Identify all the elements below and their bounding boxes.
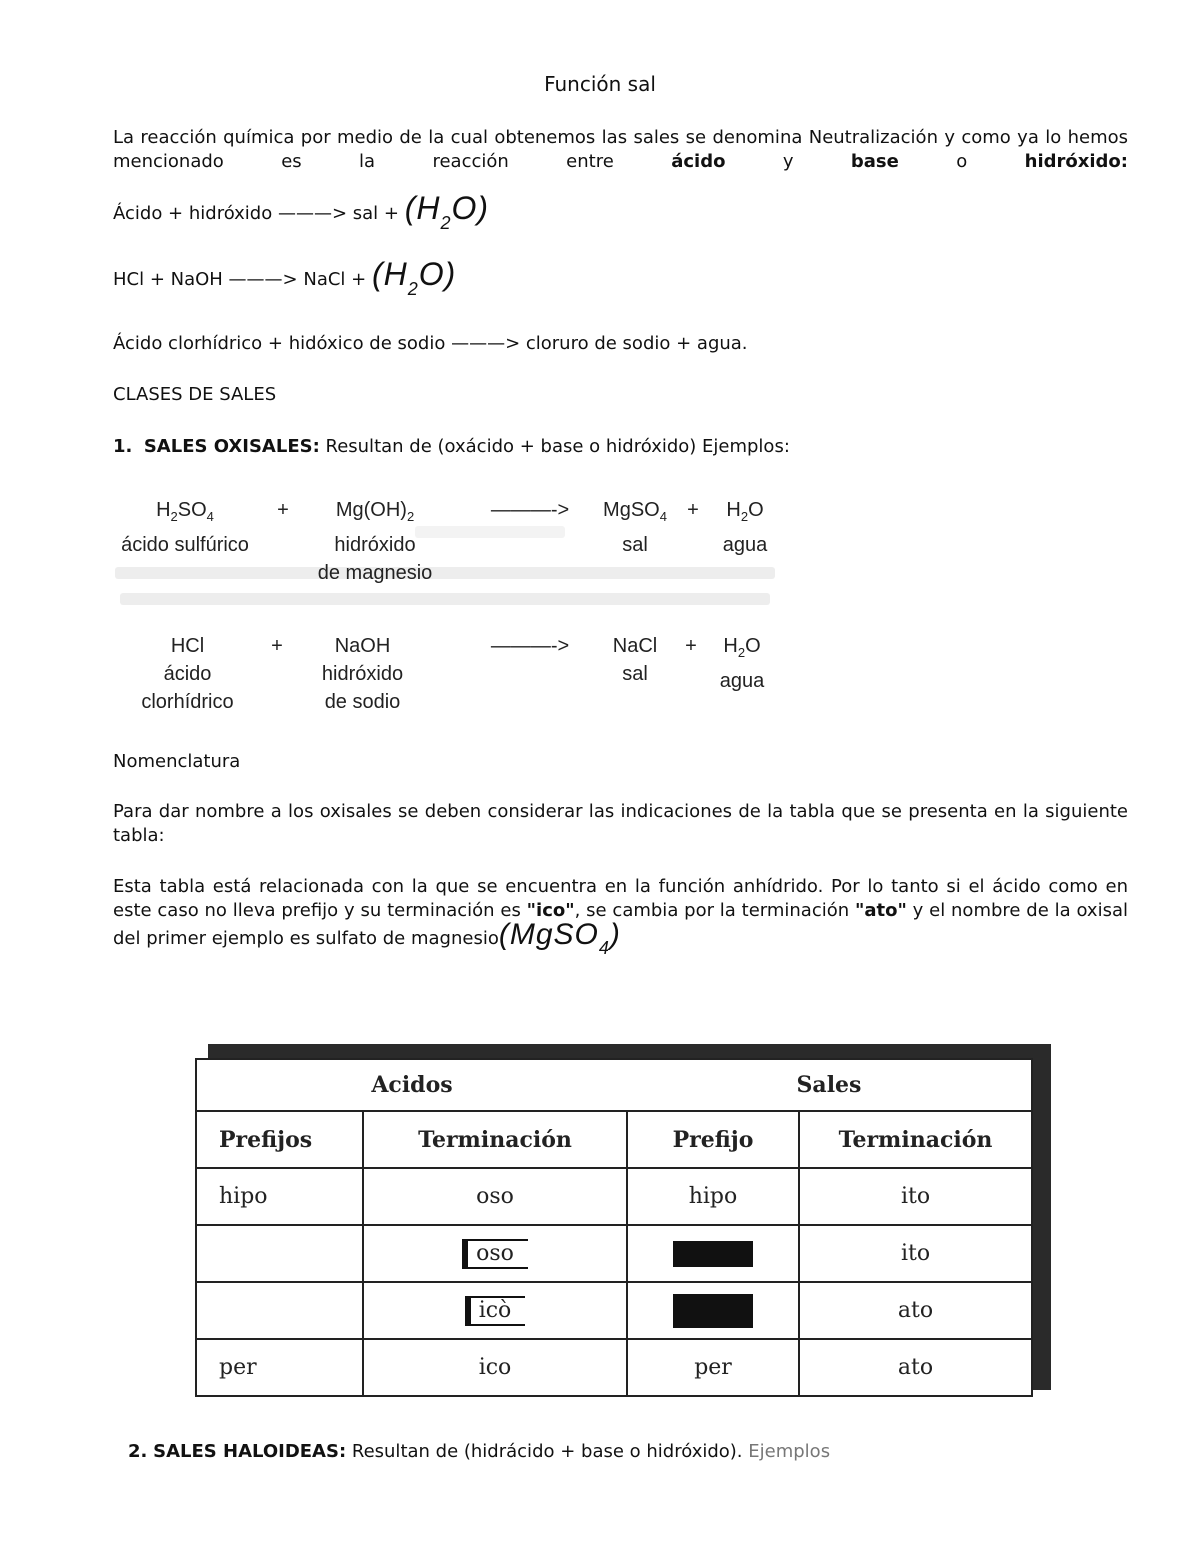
equation-general-text: Ácido + hidróxido ———> sal + — [113, 203, 399, 224]
plus-sign: + — [687, 499, 699, 521]
compound-name: sal — [622, 663, 648, 685]
formula-part: O) — [451, 190, 490, 226]
formula-part: H — [723, 635, 738, 657]
section-label: SALES HALOIDEAS: — [153, 1441, 347, 1462]
compound-name: ácido sulfúrico — [121, 534, 249, 556]
formula-part: (H — [371, 256, 408, 292]
intro-acid: ácido — [671, 151, 726, 172]
table-header-row — [196, 1111, 1032, 1168]
formula-part: MgSO — [603, 499, 660, 521]
table-cell: hipo — [627, 1168, 799, 1225]
table-row — [196, 1339, 1032, 1396]
formula-subscript: 2 — [740, 509, 749, 524]
table-cell: per — [196, 1339, 363, 1396]
table-cell: ato — [799, 1339, 1032, 1396]
product-water — [710, 496, 780, 559]
paragraph-text: , se cambia por la terminación — [574, 900, 855, 921]
nomenclature-table — [195, 1058, 1033, 1397]
section-text: Resultan de (hidrácido + base o hidróxido). — [346, 1441, 743, 1462]
formula — [305, 496, 445, 531]
oxisales-heading — [113, 435, 790, 459]
plus-sign: + — [277, 499, 289, 521]
boxed-ending: icò — [465, 1296, 526, 1326]
redaction-bar — [673, 1241, 753, 1267]
table-cell: oso — [363, 1168, 627, 1225]
redaction-bar — [673, 1294, 753, 1328]
reactant-magnesium-hydroxide — [305, 496, 445, 587]
table-cell — [363, 1225, 627, 1282]
formula-subscript: 2 — [440, 213, 452, 233]
header-ending: Terminación — [799, 1111, 1032, 1168]
intro-conj-y: y — [725, 151, 851, 172]
table-cell — [196, 1282, 363, 1339]
table-cell: ito — [799, 1225, 1032, 1282]
faint-scan-line — [120, 593, 770, 605]
section-number: 2. — [128, 1441, 148, 1462]
equation-hcl-text: HCl + NaOH ———> NaCl + — [113, 269, 367, 290]
compound-name: ácido — [163, 663, 212, 685]
reactant-sulfuric-acid — [115, 496, 255, 559]
nomenclature-heading: Nomenclatura — [113, 751, 241, 772]
ending-ato: "ato" — [854, 900, 907, 921]
table-cell: ato — [799, 1282, 1032, 1339]
table-cell: ico — [363, 1339, 627, 1396]
page-title: Función sal — [544, 72, 656, 96]
formula-part: O — [745, 635, 761, 657]
plus-sign: + — [271, 635, 283, 657]
formula: NaOH — [334, 635, 391, 657]
intro-text: La reacción química por medio de la cual obtenemos las sales se denomina Neutralización y como ya lo hemos mencionado es la reacción entre — [113, 127, 1128, 172]
formula-part: O — [748, 499, 764, 521]
formula — [707, 632, 777, 667]
section-label: SALES OXISALES: — [143, 436, 320, 457]
formula-part: O) — [418, 256, 457, 292]
formula — [115, 496, 255, 531]
formula-subscript: 2 — [406, 509, 415, 524]
table-cell: per — [627, 1339, 799, 1396]
nomenclature-paragraph-2 — [113, 875, 1128, 960]
formula — [585, 496, 685, 531]
table-group-row — [196, 1059, 1032, 1111]
plus-sign: + — [685, 635, 697, 657]
reactant-sodium-hydroxide — [305, 632, 420, 716]
faint-scan-line — [115, 567, 775, 579]
formula-part: ) — [609, 918, 621, 951]
water-formula — [371, 256, 457, 299]
table-cell — [196, 1225, 363, 1282]
paragraph-text: y el nombre de la oxisal del primer ejemplo es sulfato de magnesio — [113, 900, 1128, 949]
formula-part: (H — [404, 190, 441, 226]
group-acids: Acidos — [196, 1059, 627, 1111]
compound-name: agua — [719, 670, 765, 692]
compound-name: hidróxido — [321, 663, 404, 685]
haloideas-heading — [128, 1440, 830, 1464]
formula-subscript: 4 — [206, 509, 214, 524]
formula-part: H — [726, 499, 741, 521]
arrow: ———-> — [490, 635, 570, 657]
table-cell — [363, 1282, 627, 1339]
header-ending: Terminación — [363, 1111, 627, 1168]
section-number: 1. — [113, 436, 133, 457]
product-sodium-chloride — [585, 632, 685, 688]
compound-name: clorhídrico — [141, 691, 234, 713]
header-prefix: Prefijo — [627, 1111, 799, 1168]
table-row — [196, 1168, 1032, 1225]
table-row — [196, 1225, 1032, 1282]
magnesium-sulfate-formula — [498, 918, 621, 958]
formula-subscript: 2 — [737, 645, 746, 660]
formula-part: SO — [177, 499, 207, 521]
nomenclature-paragraph-1: Para dar nombre a los oxisales se deben considerar las indicaciones de la tabla que se presenta en la siguiente tabla: — [113, 801, 1128, 846]
boxed-ending: oso — [462, 1239, 528, 1269]
table-row — [196, 1282, 1032, 1339]
formula-part: H — [156, 499, 171, 521]
formula: HCl — [170, 635, 205, 657]
compound-name: de sodio — [324, 691, 401, 713]
section-text: Resultan de (oxácido + base o hidróxido) Ejemplos: — [319, 436, 790, 457]
group-salts: Sales — [627, 1059, 1032, 1111]
examples-label: Ejemplos — [748, 1441, 831, 1462]
formula-subscript: 2 — [407, 279, 419, 299]
intro-paragraph — [113, 126, 1128, 198]
formula-part: (MgSO — [498, 918, 599, 951]
compound-name: de magnesio — [317, 562, 433, 584]
equation-words: Ácido clorhídrico + hidóxico de sodio ———> cloruro de sodio + agua. — [113, 333, 748, 354]
paragraph-text: Esta tabla está relacionada con la que se encuentra en la función anhídrido. Por lo tanto si el ácido como en este caso no lleva prefijo y su terminación es — [113, 876, 1128, 921]
reaction-examples-image — [115, 492, 780, 717]
intro-hydroxide: hidróxido: — [1024, 151, 1128, 172]
reactant-hydrochloric-acid — [115, 632, 260, 716]
water-formula — [404, 190, 490, 233]
product-magnesium-sulfate — [585, 496, 685, 559]
header-prefixes: Prefijos — [196, 1111, 363, 1168]
classes-heading: CLASES DE SALES — [113, 384, 277, 405]
formula-subscript: 2 — [170, 509, 178, 524]
product-water — [707, 632, 777, 695]
table-cell: ito — [799, 1168, 1032, 1225]
intro-base: base — [850, 151, 899, 172]
formula-subscript: 4 — [598, 938, 610, 958]
compound-name: hidróxido — [334, 534, 416, 556]
formula-subscript: 4 — [659, 509, 667, 524]
equation-hcl — [113, 256, 457, 301]
compound-name: sal — [622, 534, 648, 556]
table-cell: hipo — [196, 1168, 363, 1225]
table-cell-redacted — [627, 1282, 799, 1339]
compound-name: agua — [722, 534, 768, 556]
table-cell-redacted — [627, 1225, 799, 1282]
formula-part: Mg(OH) — [335, 499, 407, 521]
intro-conj-o: o — [898, 151, 1025, 172]
formula — [710, 496, 780, 531]
ending-ico: "ico" — [526, 900, 575, 921]
arrow: ———-> — [490, 499, 570, 521]
equation-general — [113, 190, 490, 235]
formula: NaCl — [612, 635, 658, 657]
